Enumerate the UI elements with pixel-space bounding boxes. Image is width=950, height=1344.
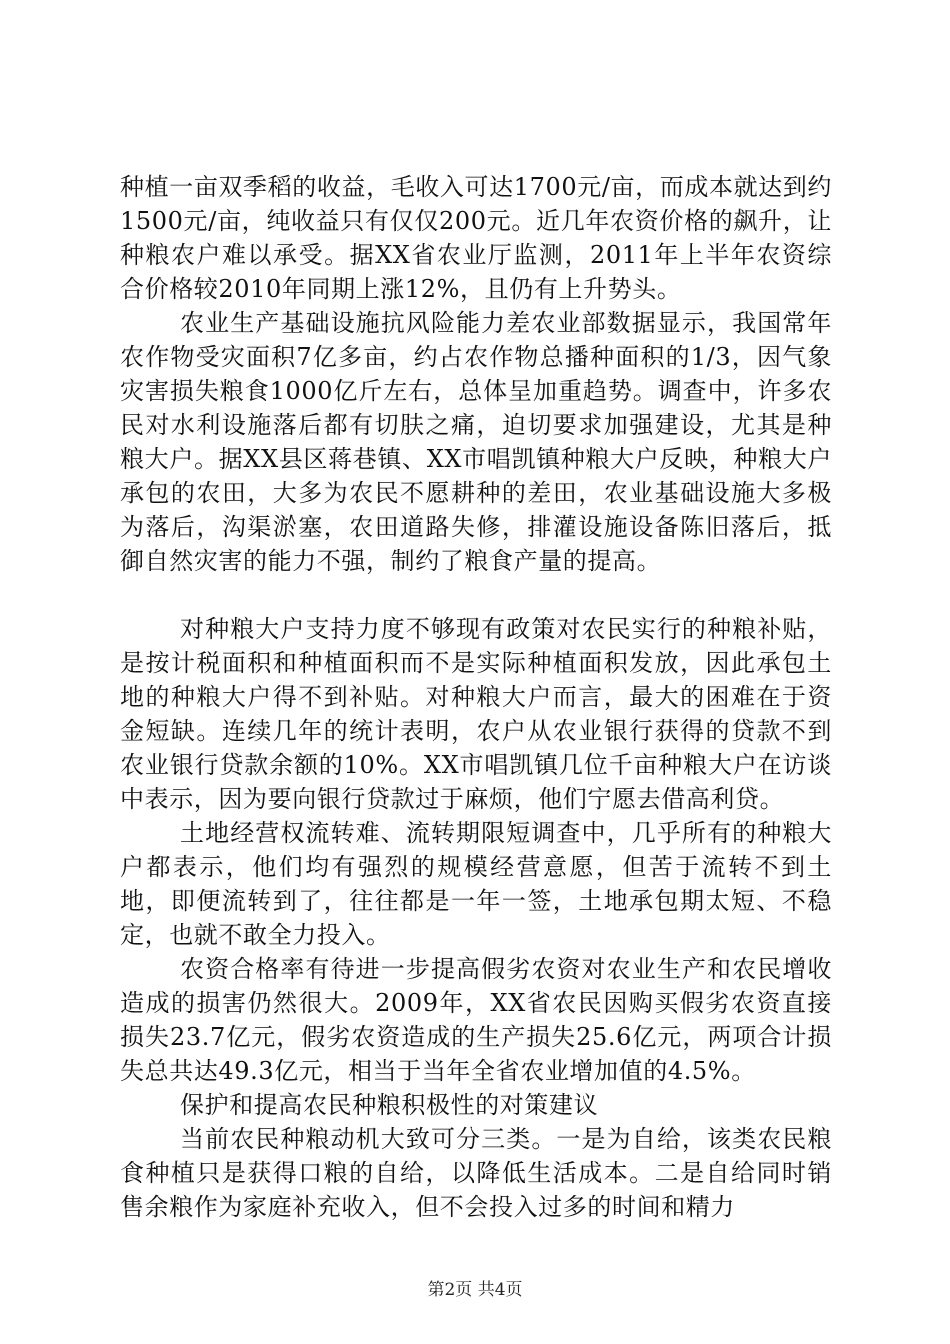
paragraph-1: 种植一亩双季稻的收益，毛收入可达1700元/亩，而成本就达到约1500元/亩，纯收益只有仅仅200元。近几年农资价格的飙升，让种粮农户难以承受。据XX省农业厅监测，2011年上半年农资综合价格较2010年同期上涨12%，且仍有上升势头。 (120, 173, 832, 303)
paragraph-5: 农资合格率有待进一步提高假劣农资对农业生产和农民增收造成的损害仍然很大。2009年，XX省农民因购买假劣农资直接损失23.7亿元，假劣农资造成的生产损失25.6亿元，两项合计损失总共达49.3亿元，相当于当年全省农业增加值的4.5%。 (120, 955, 832, 1085)
paragraph-4: 土地经营权流转难、流转期限短调查中，几乎所有的种粮大户都表示，他们均有强烈的规模经营意愿，但苦于流转不到土地，即便流转到了，往往都是一年一签，土地承包期太短、不稳定，也就不敢全力投入。 (120, 819, 832, 949)
paragraph-2: 农业生产基础设施抗风险能力差农业部数据显示，我国常年农作物受灾面积7亿多亩，约占农作物总播种面积的1/3，因气象灾害损失粮食1000亿斤左右，总体呈加重趋势。调查中，许多农民对水利设施落后都有切肤之痛，迫切要求加强建设，尤其是种粮大户。据XX县区蒋巷镇、XX市唱凯镇种粮大户反映，种粮大户承包的农田，大多为农民不愿耕种的差田，农业基础设施大多极为落后，沟渠淤塞，农田道路失修，排灌设施设备陈旧落后，抵御自然灾害的能力不强，制约了粮食产量的提高。 (120, 309, 832, 575)
paragraph-3: 对种粮大户支持力度不够现有政策对农民实行的种粮补贴，是按计税面积和种植面积而不是实际种植面积发放，因此承包土地的种粮大户得不到补贴。对种粮大户而言，最大的困难在于资金短缺。连续几年的统计表明，农户从农业银行获得的贷款不到农业银行贷款余额的10%。XX市唱凯镇几位千亩种粮大户在访谈中表示，因为要向银行贷款过于麻烦，他们宁愿去借高利贷。 (120, 615, 832, 813)
section-heading: 保护和提高农民种粮积极性的对策建议 (180, 1091, 599, 1119)
paragraph-6: 当前农民种粮动机大致可分三类。一是为自给，该类农民粮食种植只是获得口粮的自给，以降低生活成本。二是自给同时销售余粮作为家庭补充收入，但不会投入过多的时间和精力 (120, 1125, 832, 1221)
page-footer: 第2页 共4页 (427, 1280, 523, 1300)
document-body (120, 170, 832, 1224)
paragraph-gap (120, 578, 832, 612)
